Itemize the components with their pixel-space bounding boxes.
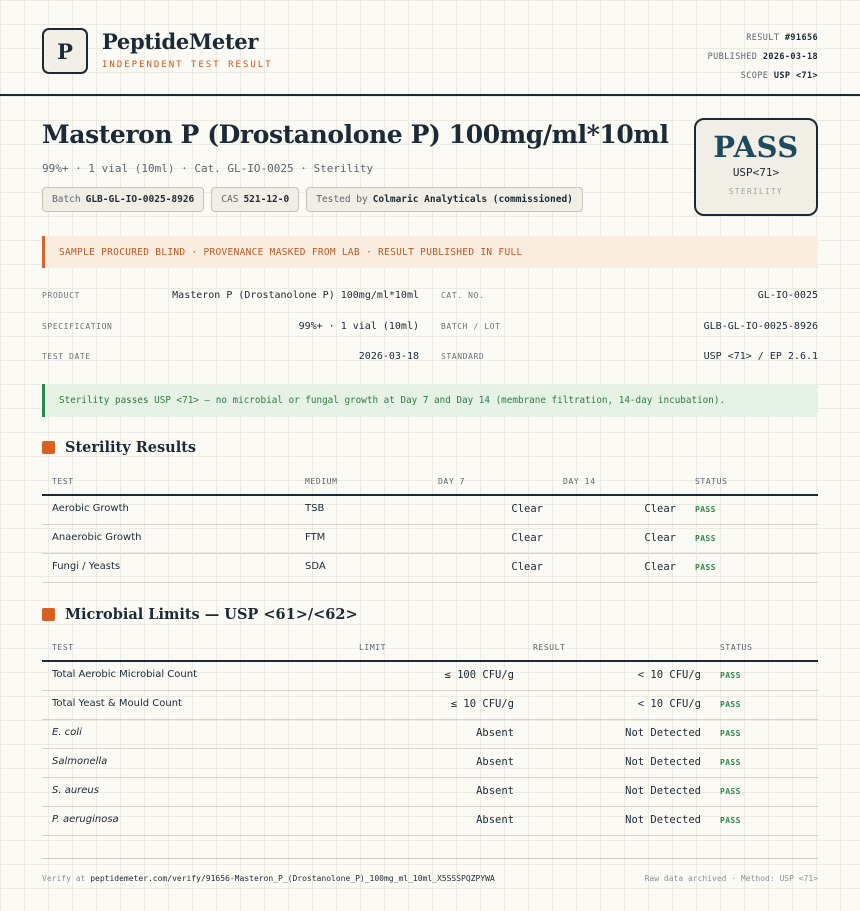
result: Not Detected <box>625 814 701 826</box>
day14-result: Clear <box>644 503 676 515</box>
date-label: TEST DATE <box>42 352 91 361</box>
limit: Absent <box>476 756 514 768</box>
result: < 10 CFU/g <box>637 698 701 710</box>
product-chips <box>42 187 583 212</box>
provenance-banner: SAMPLE PROCURED BLIND · PROVENANCE MASKED FROM LAB · RESULT PUBLISHED IN FULL <box>42 236 818 268</box>
test-name: Salmonella <box>52 756 108 767</box>
day14-result: Clear <box>644 561 676 573</box>
test-name: Fungi / Yeasts <box>52 561 121 572</box>
microbial-heading <box>42 606 358 623</box>
result: < 10 CFU/g <box>637 669 701 681</box>
row-divider <box>42 553 818 554</box>
limit: Absent <box>476 814 514 826</box>
product-value: Masteron P (Drostanolone P) 100mg/ml*10ml <box>172 290 419 301</box>
status-badge: PASS <box>720 787 741 796</box>
report-meta <box>708 29 818 86</box>
test-name: Total Yeast & Mould Count <box>52 698 182 709</box>
spec-label: SPECIFICATION <box>42 322 113 331</box>
cas-chip: CAS 521-12-0 <box>211 187 299 212</box>
stamp-standard: USP<71> <box>732 166 780 179</box>
product-subtitle: 99%+ · 1 vial (10ml) · Cat. GL-IO-0025 · Sterility <box>42 162 374 175</box>
row-divider <box>42 748 818 749</box>
section-marker <box>42 608 55 621</box>
day14-result: Clear <box>644 532 676 544</box>
status-badge: PASS <box>720 700 741 709</box>
column-header: RESULT <box>533 643 566 652</box>
footer-rule <box>42 858 818 859</box>
column-header: MEDIUM <box>305 477 338 486</box>
sterility-title: Sterility Results <box>65 439 197 456</box>
row-divider <box>42 806 818 807</box>
medium: TSB <box>305 503 325 514</box>
limit: ≤ 10 CFU/g <box>450 698 514 710</box>
result: Not Detected <box>625 756 701 768</box>
result-id: RESULT #91656 <box>746 33 818 43</box>
status-badge: PASS <box>720 816 741 825</box>
section-marker <box>42 441 55 454</box>
test-name: E. coli <box>52 727 82 738</box>
medium: FTM <box>305 532 326 543</box>
limit: ≤ 100 CFU/g <box>444 669 514 681</box>
test-name: Total Aerobic Microbial Count <box>52 669 197 680</box>
stamp-verdict: PASS <box>713 130 799 164</box>
row-divider <box>42 719 818 720</box>
product-label: PRODUCT <box>42 291 80 300</box>
day7-result: Clear <box>511 561 543 573</box>
stamp-label: STERILITY <box>728 187 784 196</box>
test-name: S. aureus <box>52 785 99 796</box>
batch-label: BATCH / LOT <box>441 322 501 331</box>
verify-text: Verify at peptidemeter.com/verify/91656-Masteron_P_(Drostanolone_P)_100mg_ml_10ml_X5SSSPQZPYWA <box>42 874 495 883</box>
column-header: DAY 7 <box>438 477 466 486</box>
standard-value: USP <71> / EP 2.6.1 <box>703 351 818 362</box>
status-badge: PASS <box>720 758 741 767</box>
batch-chip: Batch GLB-GL-IO-0025-8926 <box>42 187 204 212</box>
row-divider <box>42 524 818 525</box>
row-divider <box>42 582 818 583</box>
table-header-rule <box>42 494 818 496</box>
test-name: Anaerobic Growth <box>52 532 142 543</box>
logo-mark <box>42 28 88 74</box>
sterility-heading <box>42 439 196 456</box>
column-header: DAY 14 <box>563 477 596 486</box>
table-header-rule <box>42 660 818 662</box>
summary-note: Sterility passes USP <71> — no microbial or fungal growth at Day 7 and Day 14 (membrane filtration, 14-day incubation). <box>42 384 818 417</box>
cat-value: GL-IO-0025 <box>757 290 818 301</box>
published-date: PUBLISHED 2026-03-18 <box>707 52 818 62</box>
brand-name: PeptideMeter <box>102 29 259 54</box>
day7-result: Clear <box>511 532 543 544</box>
row-divider <box>42 777 818 778</box>
test-name: Aerobic Growth <box>52 503 129 514</box>
tested-by-chip: Tested by Colmaric Analyticals (commissioned) <box>306 187 583 212</box>
column-header: LIMIT <box>359 643 387 652</box>
day7-result: Clear <box>511 503 543 515</box>
footer-method: Raw data archived · Method: USP <71> <box>644 874 818 883</box>
status-badge: PASS <box>720 671 741 680</box>
column-header: TEST <box>52 477 74 486</box>
standard-label: STANDARD <box>441 352 485 361</box>
result: Not Detected <box>625 785 701 797</box>
status-badge: PASS <box>695 505 716 514</box>
row-divider <box>42 835 818 836</box>
column-header: STATUS <box>695 477 728 486</box>
medium: SDA <box>305 561 326 572</box>
pass-stamp <box>694 118 818 216</box>
status-badge: PASS <box>720 729 741 738</box>
brand-tagline: INDEPENDENT TEST RESULT <box>102 60 273 70</box>
column-header: STATUS <box>720 643 753 652</box>
cat-label: CAT. NO. <box>441 291 485 300</box>
result: Not Detected <box>625 727 701 739</box>
logo-letter: P <box>57 38 73 64</box>
date-value: 2026-03-18 <box>358 351 419 362</box>
limit: Absent <box>476 785 514 797</box>
page-title: Masteron P (Drostanolone P) 100mg/ml*10ml <box>42 120 669 149</box>
scope: SCOPE USP <71> <box>740 71 818 81</box>
row-divider <box>42 690 818 691</box>
spec-value: 99%+ · 1 vial (10ml) <box>298 321 419 332</box>
batch-value: GLB-GL-IO-0025-8926 <box>703 321 818 332</box>
column-header: TEST <box>52 643 74 652</box>
verify-link[interactable]: peptidemeter.com/verify/91656-Masteron_P_(Drostanolone_P)_100mg_ml_10ml_X5SSSPQZPYWA <box>90 874 495 883</box>
limit: Absent <box>476 727 514 739</box>
test-name: P. aeruginosa <box>52 814 119 825</box>
status-badge: PASS <box>695 534 716 543</box>
microbial-title: Microbial Limits — USP <61>/<62> <box>65 606 358 623</box>
status-badge: PASS <box>695 563 716 572</box>
report-header <box>0 0 860 96</box>
